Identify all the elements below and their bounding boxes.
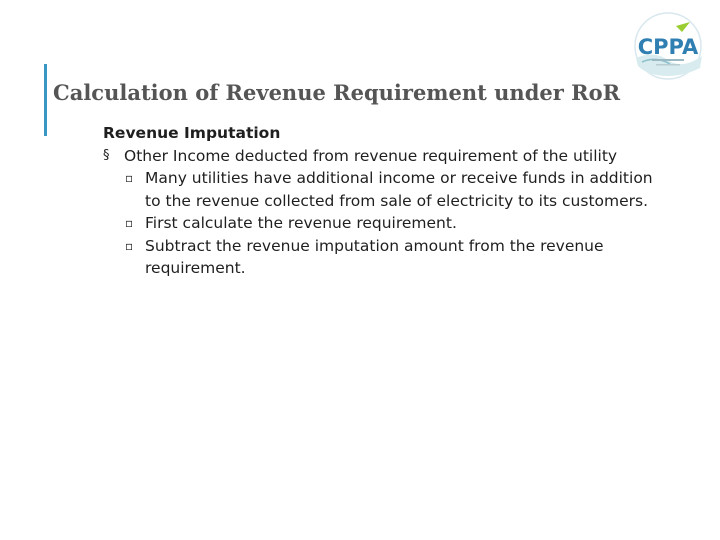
title-accent-bar xyxy=(44,64,47,136)
sub-bullet-text: Subtract the revenue imputation amount from the revenue requirement. xyxy=(145,236,604,277)
sub-bullet-item xyxy=(103,212,663,235)
sub-bullet-item xyxy=(103,235,663,280)
hollow-square-bullet-icon: ▫ xyxy=(125,171,134,185)
slide-title: Calculation of Revenue Requirement under RoR xyxy=(53,80,621,105)
logo-text: CPPA xyxy=(637,35,699,59)
cppa-logo xyxy=(624,10,712,82)
bullet-text: Other Income deducted from revenue requirement of the utility xyxy=(124,146,618,165)
cppa-logo-icon xyxy=(624,10,712,82)
hollow-square-bullet-icon: ▫ xyxy=(125,238,134,253)
sub-bullet-text: Many utilities have additional income or receive funds in addition to the revenue collected from sale of electricity to its customers. xyxy=(145,169,653,210)
square-bullet-icon: § xyxy=(103,147,110,163)
sub-bullet-item xyxy=(103,167,663,212)
bullet-item xyxy=(103,145,663,168)
section-heading: Revenue Imputation xyxy=(103,124,281,142)
hollow-square-bullet-icon: ▫ xyxy=(125,216,134,230)
sub-bullet-text: First calculate the revenue requirement. xyxy=(145,214,457,232)
slide-content xyxy=(103,122,663,280)
